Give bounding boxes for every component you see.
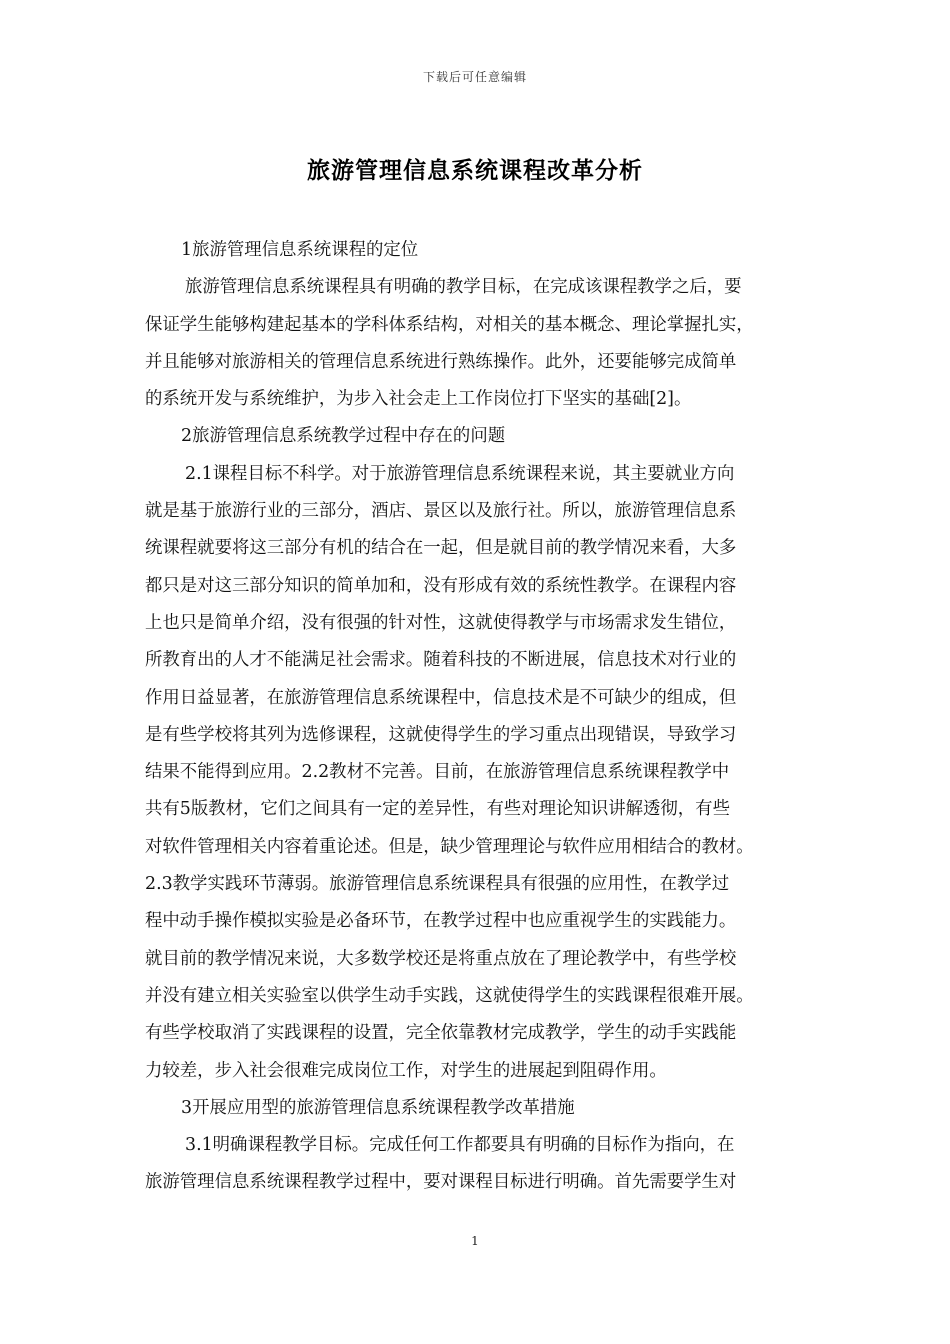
paragraph-line: 并没有建立相关实验室以供学生动手实践，这就使得学生的实践课程很难开展。	[145, 985, 754, 1006]
paragraph-line: 对软件管理相关内容着重论述。但是，缺少管理理论与软件应用相结合的教材。	[145, 836, 754, 857]
paragraph-line: 作用日益显著，在旅游管理信息系统课程中，信息技术是不可缺少的组成，但	[145, 687, 737, 708]
paragraph-line: 都只是对这三部分知识的简单加和，没有形成有效的系统性教学。在课程内容	[145, 575, 737, 596]
paragraph-line: 上也只是简单介绍，没有很强的针对性，这就使得教学与市场需求发生错位，	[145, 612, 737, 633]
paragraph-line: 所教育出的人才不能满足社会需求。随着科技的不断进展，信息技术对行业的	[145, 650, 737, 671]
paragraph-line: 保证学生能够构建起基本的学科体系结构，对相关的基本概念、理论掌握扎实，	[145, 314, 754, 335]
paragraph-line: 旅游管理信息系统课程教学过程中，要对课程目标进行明确。首先需要学生对	[145, 1172, 737, 1193]
paragraph-line: 并且能够对旅游相关的管理信息系统进行熟练操作。此外，还要能够完成简单	[145, 351, 737, 372]
paragraph-line: 的系统开发与系统维护，为步入社会走上工作岗位打下坚实的基础[2]。	[145, 389, 692, 410]
paragraph-line: 就是基于旅游行业的三部分，酒店、景区以及旅行社。所以，旅游管理信息系	[145, 501, 737, 522]
section-heading-1: 1旅游管理信息系统课程的定位	[181, 240, 419, 260]
paragraph-line: 力较差，步入社会很难完成岗位工作，对学生的进展起到阻碍作用。	[145, 1060, 667, 1081]
paragraph-line: 结果不能得到应用。2.2教材不完善。目前，在旅游管理信息系统课程教学中	[145, 762, 730, 783]
section-heading-3: 3开展应用型的旅游管理信息系统课程教学改革措施	[181, 1097, 575, 1118]
paragraph-line: 是有些学校将其列为选修课程，这就使得学生的学习重点出现错误，导致学习	[145, 724, 737, 745]
paragraph-line: 有些学校取消了实践课程的设置，完全依靠教材完成教学，学生的动手实践能	[145, 1023, 737, 1044]
paragraph-line: 就目前的教学情况来说，大多数学校还是将重点放在了理论教学中，有些学校	[145, 948, 737, 969]
paragraph-line: 3.1明确课程教学目标。完成任何工作都要具有明确的目标作为指向，在	[185, 1135, 735, 1156]
paragraph-line: 程中动手操作模拟实验是必备环节，在教学过程中也应重视学生的实践能力。	[145, 911, 737, 932]
paragraph-line: 旅游管理信息系统课程具有明确的教学目标，在完成该课程教学之后，要	[185, 277, 742, 298]
paragraph-line: 2.1课程目标不科学。对于旅游管理信息系统课程来说，其主要就业方向	[185, 463, 735, 484]
header-note: 下载后可任意编辑	[422, 70, 527, 84]
body-text	[145, 232, 820, 1202]
paragraph-line: 统课程就要将这三部分有机的结合在一起，但是就目前的教学情况来看，大多	[145, 538, 737, 559]
document-title: 旅游管理信息系统课程改革分析	[307, 157, 643, 184]
paragraph-line: 2.3教学实践环节薄弱。旅游管理信息系统课程具有很强的应用性，在教学过	[145, 874, 730, 895]
page-number: 1	[471, 1234, 479, 1248]
section-heading-2: 2旅游管理信息系统教学过程中存在的问题	[181, 426, 506, 447]
paragraph-line: 共有5版教材，它们之间具有一定的差异性，有些对理论知识讲解透彻，有些	[145, 799, 730, 820]
